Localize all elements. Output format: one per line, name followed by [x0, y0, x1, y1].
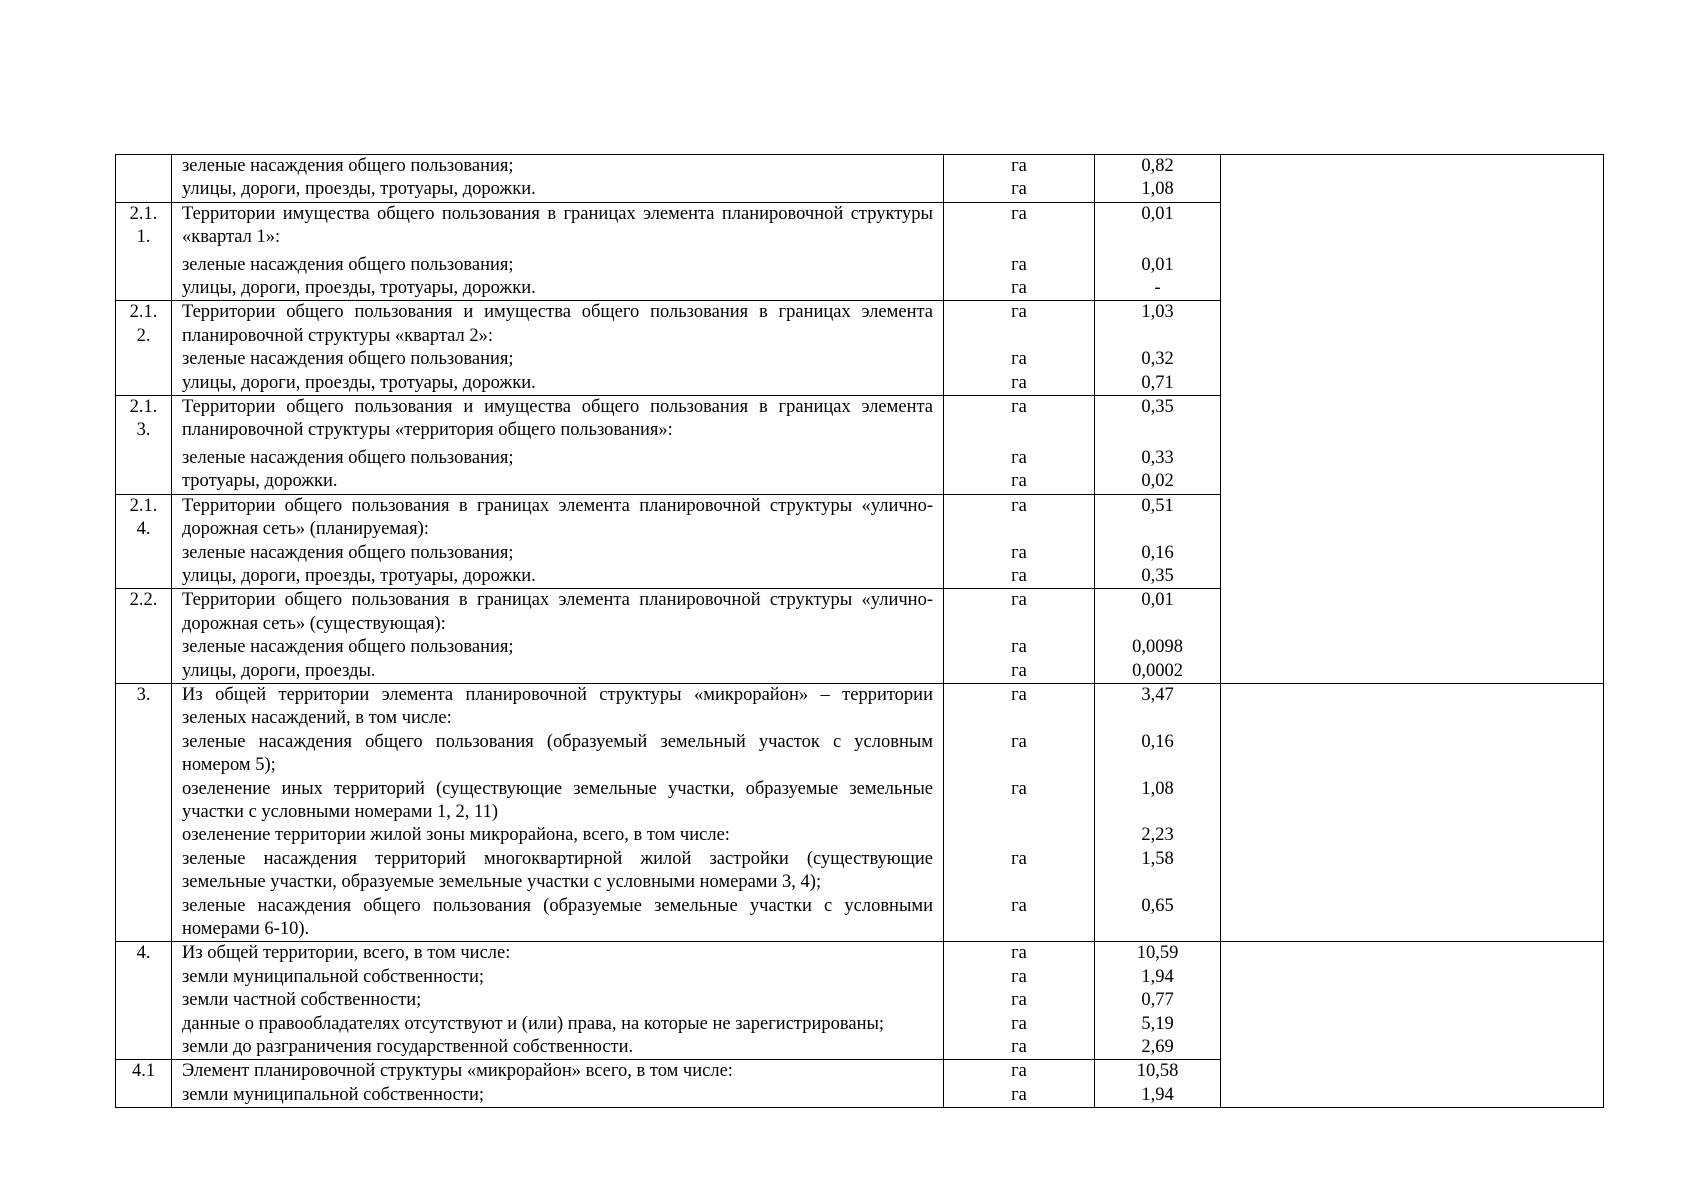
row-unit: га [944, 989, 1095, 1012]
row-description: данные о правообладателях отсутствуют и (или) права, на которые не зарегистрированы; [172, 1013, 944, 1036]
row-value: 1,08 [1095, 178, 1221, 202]
row-number [116, 470, 172, 494]
row-unit: га [944, 636, 1095, 659]
row-description: земли частной собственности; [172, 989, 944, 1012]
row-description: улицы, дороги, проезды, тротуары, дорожки. [172, 277, 944, 301]
row-number [116, 966, 172, 989]
row-value: 0,01 [1095, 254, 1221, 277]
row-value: 1,58 [1095, 848, 1221, 895]
row-unit: га [944, 848, 1095, 895]
row-number [116, 731, 172, 778]
row-description: зеленые насаждения территорий многоквартирной жилой застройки (существующие земельные участки, образуемые земельные участки с условными номерами 3, 4); [172, 848, 944, 895]
row-value: 0,32 [1095, 348, 1221, 371]
row-description: Территории общего пользования и имущества общего пользования в границах элемента планировочной структуры «квартал 2»: [172, 301, 944, 348]
table-row [116, 942, 1604, 966]
row-description: зеленые насаждения общего пользования; [172, 348, 944, 371]
row-value: 0,82 [1095, 155, 1221, 179]
row-description: Из общей территории, всего, в том числе: [172, 942, 944, 966]
table-row [116, 155, 1604, 179]
row-value: 0,0002 [1095, 660, 1221, 684]
row-unit: га [944, 966, 1095, 989]
row-description: озеленение территории жилой зоны микрорайона, всего, в том числе: [172, 824, 944, 847]
row-description: зеленые насаждения общего пользования (образуемый земельный участок с условным номером 5); [172, 731, 944, 778]
land-balance-table [115, 154, 1604, 1108]
row-number [116, 1036, 172, 1060]
row-description: Территории имущества общего пользования в границах элемента планировочной структуры «квартал 1»: [172, 202, 944, 253]
table-row [116, 683, 1604, 730]
row-value: 0,71 [1095, 372, 1221, 396]
row-unit: га [944, 778, 1095, 825]
row-unit: га [944, 731, 1095, 778]
row-value: 1,94 [1095, 1084, 1221, 1108]
row-unit: га [944, 565, 1095, 589]
row-number [116, 778, 172, 825]
row-unit: га [944, 202, 1095, 253]
row-number [116, 1013, 172, 1036]
row-number [116, 254, 172, 277]
row-number [116, 277, 172, 301]
row-value: 0,01 [1095, 589, 1221, 636]
row-value: 1,94 [1095, 966, 1221, 989]
row-unit: га [944, 178, 1095, 202]
row-value: 0,01 [1095, 202, 1221, 253]
row-number [116, 565, 172, 589]
row-unit: га [944, 1013, 1095, 1036]
row-number [116, 155, 172, 179]
row-number: 2.1. 2. [116, 301, 172, 348]
row-number: 2.1. 4. [116, 494, 172, 541]
row-number [116, 660, 172, 684]
row-description: тротуары, дорожки. [172, 470, 944, 494]
row-number: 2.1. 1. [116, 202, 172, 253]
row-description: зеленые насаждения общего пользования; [172, 447, 944, 470]
row-unit [944, 824, 1095, 847]
row-unit: га [944, 942, 1095, 966]
row-description: улицы, дороги, проезды, тротуары, дорожки. [172, 372, 944, 396]
row-number: 2.2. [116, 589, 172, 636]
note-cell [1221, 155, 1604, 684]
row-value: 0,51 [1095, 494, 1221, 541]
row-unit: га [944, 683, 1095, 730]
row-description: зеленые насаждения общего пользования; [172, 254, 944, 277]
row-number: 3. [116, 683, 172, 730]
row-value: 10,59 [1095, 942, 1221, 966]
row-number: 4. [116, 942, 172, 966]
row-number [116, 348, 172, 371]
row-value: 2,69 [1095, 1036, 1221, 1060]
row-unit: га [944, 542, 1095, 565]
row-value: 0,16 [1095, 731, 1221, 778]
row-unit: га [944, 254, 1095, 277]
row-description: зеленые насаждения общего пользования; [172, 155, 944, 179]
row-unit: га [944, 895, 1095, 942]
note-cell [1221, 942, 1604, 1108]
row-description: Территории общего пользования в границах элемента планировочной структуры «улично-дорожная сеть» (существующая): [172, 589, 944, 636]
table-body [116, 155, 1604, 1108]
row-number [116, 895, 172, 942]
row-description: озеленение иных территорий (существующие земельные участки, образуемые земельные участки с условными номерами 1, 2, 11) [172, 778, 944, 825]
row-description: Территории общего пользования и имущества общего пользования в границах элемента планировочной структуры «территория общего пользования»: [172, 396, 944, 447]
row-number: 4.1 [116, 1060, 172, 1084]
row-value: 5,19 [1095, 1013, 1221, 1036]
row-unit: га [944, 1036, 1095, 1060]
row-description: зеленые насаждения общего пользования; [172, 636, 944, 659]
row-description: улицы, дороги, проезды. [172, 660, 944, 684]
row-number [116, 542, 172, 565]
row-number: 2.1. 3. [116, 396, 172, 447]
row-value: 0,0098 [1095, 636, 1221, 659]
row-description: Территории общего пользования в границах элемента планировочной структуры «улично-дорожная сеть» (планируемая): [172, 494, 944, 541]
row-description: улицы, дороги, проезды, тротуары, дорожки. [172, 178, 944, 202]
row-unit: га [944, 155, 1095, 179]
row-value: 0,02 [1095, 470, 1221, 494]
row-unit: га [944, 396, 1095, 447]
row-value: 0,33 [1095, 447, 1221, 470]
row-value: 0,35 [1095, 396, 1221, 447]
row-description: улицы, дороги, проезды, тротуары, дорожки. [172, 565, 944, 589]
row-unit: га [944, 589, 1095, 636]
row-description: земли до разграничения государственной собственности. [172, 1036, 944, 1060]
row-value: 0,65 [1095, 895, 1221, 942]
row-unit: га [944, 1084, 1095, 1108]
row-number [116, 447, 172, 470]
row-unit: га [944, 277, 1095, 301]
row-value: 2,23 [1095, 824, 1221, 847]
row-unit: га [944, 470, 1095, 494]
row-description: зеленые насаждения общего пользования (образуемые земельные участки с условными номерами 6-10). [172, 895, 944, 942]
row-value: 0,16 [1095, 542, 1221, 565]
row-description: зеленые насаждения общего пользования; [172, 542, 944, 565]
row-description: земли муниципальной собственности; [172, 1084, 944, 1108]
row-number [116, 1084, 172, 1108]
row-number [116, 372, 172, 396]
row-value: 0,35 [1095, 565, 1221, 589]
row-number [116, 824, 172, 847]
row-number [116, 636, 172, 659]
row-number [116, 848, 172, 895]
row-value: 1,03 [1095, 301, 1221, 348]
row-value: 1,08 [1095, 778, 1221, 825]
row-unit: га [944, 447, 1095, 470]
row-unit: га [944, 660, 1095, 684]
row-number [116, 989, 172, 1012]
row-unit: га [944, 301, 1095, 348]
row-unit: га [944, 372, 1095, 396]
row-value: 3,47 [1095, 683, 1221, 730]
row-description: Элемент планировочной структуры «микрорайон» всего, в том числе: [172, 1060, 944, 1084]
row-unit: га [944, 1060, 1095, 1084]
row-description: Из общей территории элемента планировочной структуры «микрорайон» – территории зеленых насаждений, в том числе: [172, 683, 944, 730]
row-value: 10,58 [1095, 1060, 1221, 1084]
row-unit: га [944, 494, 1095, 541]
row-value: - [1095, 277, 1221, 301]
note-cell [1221, 683, 1604, 941]
row-description: земли муниципальной собственности; [172, 966, 944, 989]
row-value: 0,77 [1095, 989, 1221, 1012]
row-unit: га [944, 348, 1095, 371]
row-number [116, 178, 172, 202]
